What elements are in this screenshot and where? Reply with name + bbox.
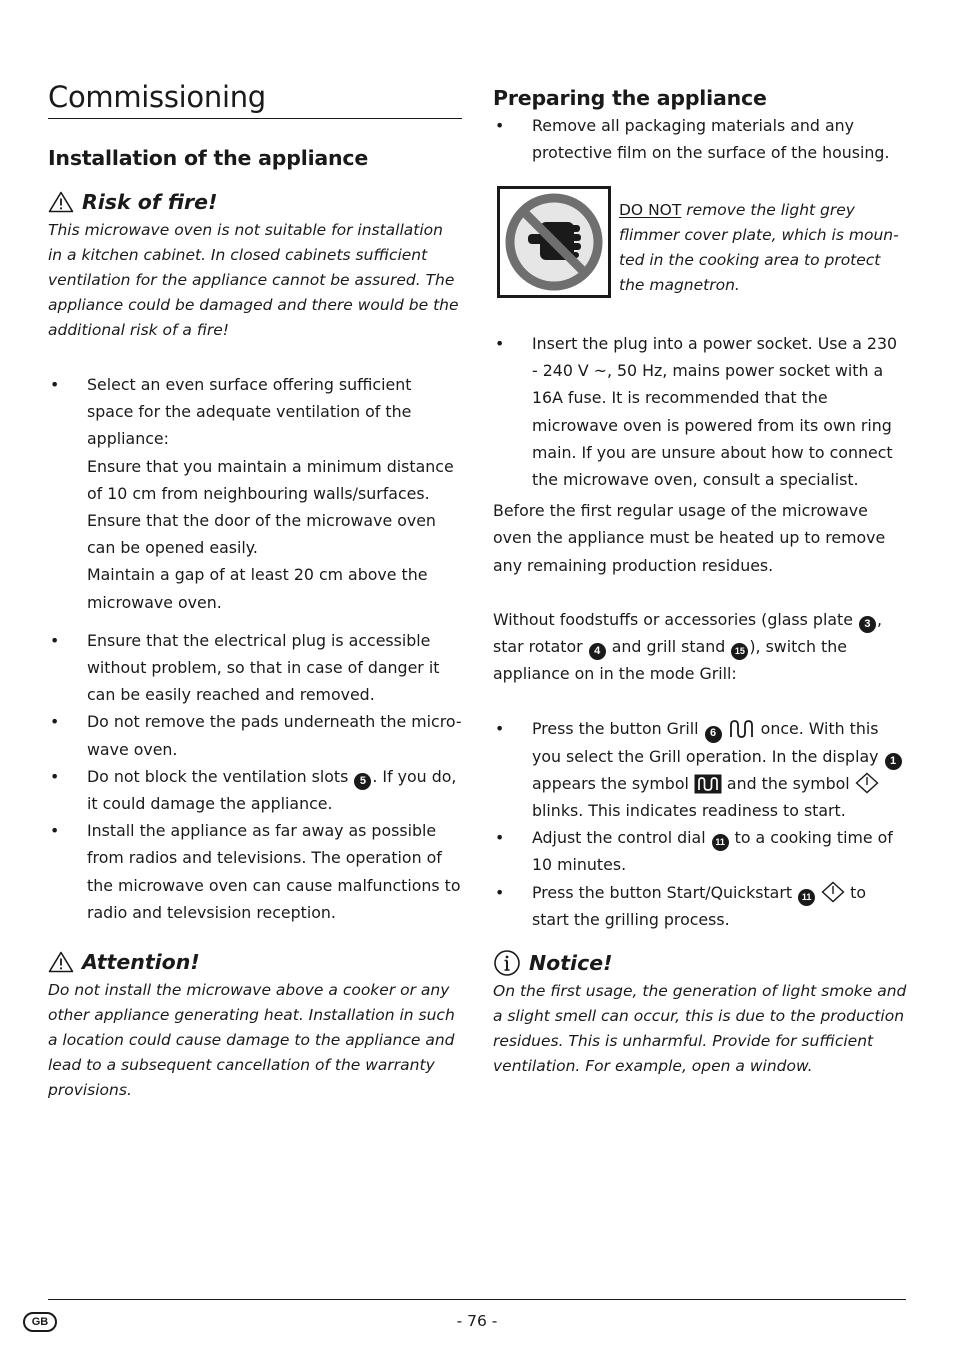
risk-of-fire-text: This microwave oven is not suitable for installation in a kitchen cabinet. In closed cabinets sufficient ventilation for the appliance cannot be assured. The appliance could be damaged and there would be the additional risk of a fire! bbox=[48, 221, 459, 339]
grill-mode-paragraph bbox=[493, 606, 907, 688]
footer-divider bbox=[48, 1299, 906, 1300]
start-diamond-icon bbox=[821, 881, 845, 903]
grill-steps-list bbox=[493, 715, 907, 933]
list-item-text: Ensure that the door of the microwave oven can be opened easily. bbox=[87, 511, 436, 558]
installation-heading: Installation of the appliance bbox=[48, 146, 369, 170]
list-item: • Insert the plug into a power socket. Use a 230 - 240 V ~, 50 Hz, mains power socket with a 16A fuse. It is recommended that the microwave oven is powered from its own ring main. If you are unsure about how to connect the microwave oven, consult a specialist. bbox=[493, 330, 907, 493]
attention-text: Do not install the microwave above a cooker or any other appliance generating heat. Installation in such a location could cause damage to the appliance and lead to a subsequent cancellation of the warranty provisions. bbox=[48, 981, 455, 1100]
preparing-heading: Preparing the appliance bbox=[493, 86, 767, 110]
info-circle-icon bbox=[493, 949, 521, 977]
notice-heading bbox=[493, 949, 907, 977]
risk-of-fire-title: Risk of fire! bbox=[82, 190, 218, 214]
page-title: Commissioning bbox=[48, 80, 462, 119]
paragraph-text: and grill stand bbox=[606, 637, 726, 657]
ref-number-badge: 15 bbox=[731, 643, 748, 660]
ref-number-badge: 1 bbox=[885, 753, 902, 770]
step-text: and the symbol bbox=[721, 773, 850, 793]
list-item bbox=[493, 879, 907, 933]
list-item bbox=[48, 371, 462, 616]
list-item-text: Maintain a gap of at least 20 cm above the microwave oven. bbox=[87, 565, 428, 612]
warning-triangle-icon bbox=[48, 951, 74, 973]
risk-of-fire-heading bbox=[48, 190, 462, 214]
step-text: blinks. This indicates readiness to start. bbox=[532, 801, 846, 821]
ref-number-badge: 11 bbox=[712, 834, 729, 851]
list-item: • Do not remove the pads underneath the micro-wave oven. bbox=[48, 708, 462, 762]
warning-triangle-icon bbox=[48, 191, 74, 213]
power-list bbox=[493, 330, 907, 493]
ref-number-badge: 4 bbox=[589, 643, 606, 660]
step-text: Press the button Start/Quickstart bbox=[532, 882, 793, 902]
installation-list bbox=[48, 371, 462, 926]
no-touch-pictogram bbox=[497, 186, 611, 298]
attention-title: Attention! bbox=[82, 950, 200, 975]
list-item-text: Select an even surface offering sufficient space for the adequate ventilation of the appliance: bbox=[87, 375, 412, 449]
step-text: Adjust the control dial bbox=[532, 828, 706, 848]
heat-up-paragraph: Before the first regular usage of the microwave oven the appliance must be heated up to remove any remaining production residues. bbox=[493, 501, 886, 575]
step-text: to a cooking time of 10 minutes. bbox=[532, 828, 893, 875]
step-text: appears the symbol bbox=[532, 773, 689, 793]
attention-heading bbox=[48, 950, 462, 974]
paragraph-text: ), switch the appliance on in the mode Grill: bbox=[493, 637, 847, 684]
list-item bbox=[48, 763, 462, 817]
ref-number-badge: 3 bbox=[859, 616, 876, 633]
list-item: • Ensure that the electrical plug is accessible without problem, so that in case of danger it can be easily reached and removed. bbox=[48, 627, 462, 709]
notice-text: On the first usage, the generation of light smoke and a slight smell can occur, this is due to the production residues. This is unharmful. Provide for sufficient ventilation. For example, open a window. bbox=[493, 982, 907, 1076]
list-item: • Install the appliance as far away as possible from radios and televisions. The operation of the microwave oven can cause malfunctions to radio and televsision reception. bbox=[48, 817, 462, 926]
step-text: to start the grilling process. bbox=[532, 882, 866, 929]
list-item bbox=[493, 824, 907, 878]
preparing-list bbox=[493, 112, 907, 166]
ref-number-badge: 11 bbox=[798, 889, 815, 906]
paragraph-text: Without foodstuffs or accessories (glass plate bbox=[493, 609, 853, 629]
left-column bbox=[48, 80, 462, 1103]
step-text: Press the button Grill bbox=[532, 719, 699, 739]
list-item: • Remove all packaging materials and any protective film on the surface of the housing. bbox=[493, 112, 907, 166]
grill-display-symbol-icon bbox=[694, 774, 722, 794]
pictogram-text-rest: remove the light grey flimmer cover plate, which is moun-ted in the cooking area to protect the magnetron. bbox=[619, 201, 899, 294]
list-item bbox=[493, 715, 907, 824]
list-item-text: . If you do, it could damage the appliance. bbox=[87, 766, 457, 814]
language-badge: GB bbox=[23, 1312, 57, 1332]
start-diamond-icon bbox=[855, 772, 879, 794]
pictogram-warning-text bbox=[619, 198, 903, 298]
paragraph-text: , star rotator bbox=[493, 609, 882, 657]
page-number: - 76 - bbox=[456, 1312, 498, 1330]
ref-number-badge: 5 bbox=[354, 773, 371, 790]
grill-heating-element-icon bbox=[728, 719, 756, 739]
step-text: once. With this you select the Grill operation. In the display bbox=[532, 719, 879, 766]
list-item-text: Do not block the ventilation slots bbox=[87, 766, 349, 786]
right-column-lower bbox=[493, 330, 907, 1079]
do-not-label: DO NOT bbox=[619, 201, 682, 219]
right-column bbox=[493, 86, 907, 166]
list-item-text: Ensure that you maintain a minimum distance of 10 cm from neighbouring walls/surfaces. bbox=[87, 456, 454, 503]
no-hand-touch-icon bbox=[500, 189, 608, 295]
ref-number-badge: 6 bbox=[705, 726, 722, 743]
notice-title: Notice! bbox=[529, 951, 613, 976]
